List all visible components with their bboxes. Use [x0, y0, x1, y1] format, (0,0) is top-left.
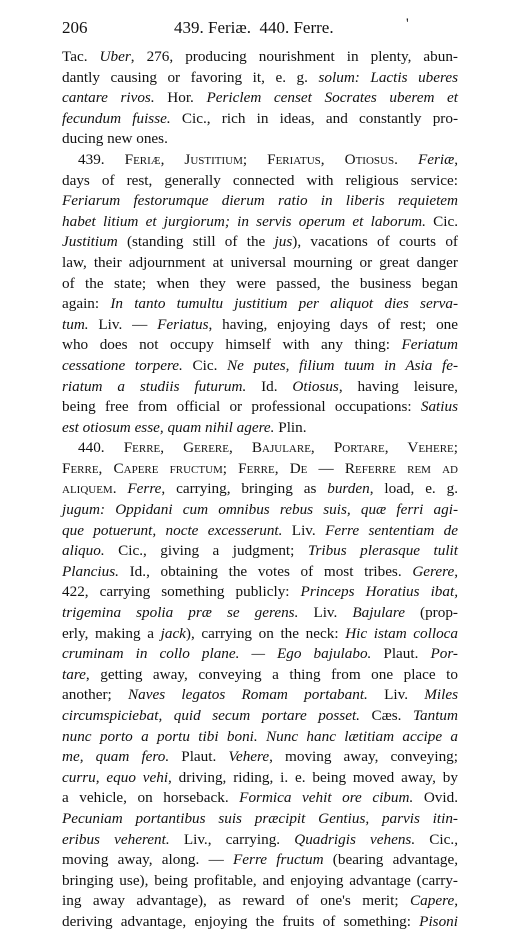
text-span: again:: [62, 295, 111, 313]
text-line: [62, 891, 458, 912]
italic-text: Feriæ: [417, 150, 455, 168]
text-span: ,: [454, 150, 459, 168]
text-span: ing away advantage), as reward of one's merit;: [62, 892, 411, 910]
italic-text: Ferre sententiam de: [325, 521, 458, 539]
text-span: Cic.: [425, 212, 458, 230]
small-caps-text: Feriæ, Justitium; Feriatus, Otiosus.: [124, 150, 418, 168]
text-line: [62, 438, 458, 459]
text-span: Cic., giving a judgment;: [104, 542, 308, 560]
text-line: [62, 727, 458, 748]
text-line: [62, 356, 458, 377]
text-line: [62, 150, 458, 171]
text-line: [62, 768, 458, 789]
text-line: [62, 47, 458, 68]
text-span: Liv.: [367, 686, 425, 704]
italic-text: Tantum: [412, 707, 458, 724]
italic-text: Ferre fructum: [233, 851, 324, 869]
italic-text: solum: Lactis uberes: [318, 68, 459, 86]
body-text: [62, 47, 458, 933]
text-line: [62, 479, 458, 500]
italic-text: aliquo.: [62, 542, 105, 560]
italic-text: Feriarum festorumque dierum ratio in liberis requietem: [62, 192, 458, 210]
italic-text: est otiosum esse, quam nihil agere.: [62, 418, 275, 436]
italic-text: riatum a studiis futurum.: [62, 377, 247, 395]
italic-text: Ne putes, filium tuum in Asia fe-: [227, 356, 458, 374]
italic-text: circumspiciebat, quid secum portare posset.: [62, 707, 360, 724]
italic-text: cantare rivos.: [62, 89, 155, 107]
text-span: who does not occupy himself with any thing:: [62, 336, 402, 354]
italic-text: Por-: [430, 645, 458, 663]
text-line: [62, 562, 458, 583]
text-span: Plaut.: [169, 748, 229, 766]
italic-text: que potuerunt, nocte excesserunt.: [62, 521, 283, 539]
text-span: bringing use), being profitable, and enjoying advantage (carry-: [62, 871, 458, 889]
italic-text: habet litium et jurgiorum; in servis operum et laborum.: [62, 212, 426, 230]
text-line: [62, 500, 458, 521]
text-line: [62, 109, 458, 130]
running-title: 439. Feriæ. 440. Ferre.: [174, 18, 334, 37]
text-span: deriving advantage, enjoying the fruits of something:: [62, 912, 420, 930]
text-line: [62, 191, 458, 212]
text-line: [62, 624, 458, 645]
text-line: [62, 88, 458, 109]
running-header: [62, 16, 492, 40]
text-line: [62, 685, 458, 706]
text-line: [62, 397, 458, 418]
text-line: [62, 521, 458, 542]
header-mark: ': [406, 16, 409, 32]
text-span: , getting away, conveying a thing from one place to: [85, 665, 458, 683]
text-span: Id., obtaining the votes of most tribes.: [118, 562, 413, 580]
text-span: Cic.: [182, 356, 228, 374]
italic-text: Otiosus: [292, 377, 339, 395]
text-span: Liv. —: [88, 315, 158, 333]
italic-text: Pecuniam portantibus suis præcipit Gentius, parvis itin-: [62, 809, 458, 827]
italic-text: Ferre: [127, 480, 162, 498]
text-line: [62, 809, 458, 830]
text-span: Liv.: [298, 604, 353, 622]
text-span: Plin.: [274, 418, 307, 436]
text-line: [62, 212, 458, 233]
italic-text: Hic istam colloca: [345, 624, 458, 642]
italic-text: curru, equo vehi: [62, 768, 169, 786]
italic-text: Uber: [99, 48, 131, 65]
italic-text: eribus veherent.: [62, 830, 170, 848]
text-line: [62, 830, 458, 851]
italic-text: Miles: [424, 686, 458, 704]
italic-text: Pisoni: [419, 912, 458, 930]
italic-text: Feriatum: [401, 336, 458, 354]
text-span: , having leisure,: [338, 377, 458, 395]
page-number: 206: [62, 18, 88, 37]
italic-text: burden: [327, 480, 370, 498]
text-line: [62, 747, 458, 768]
text-line: [62, 788, 458, 809]
text-line: [62, 129, 458, 150]
italic-text: Satius: [420, 398, 458, 416]
text-span: (bearing advantage,: [323, 851, 459, 869]
text-line: [62, 541, 458, 562]
text-span: another;: [62, 686, 129, 704]
text-span: being free from official or professional occupations:: [62, 398, 421, 416]
text-line: [62, 171, 458, 192]
text-span: Tac.: [62, 48, 100, 65]
small-caps-text: Ferre, Capere fructum; Ferre, De — Referre rem ad: [62, 459, 458, 477]
italic-text: cessatione torpere.: [62, 356, 183, 374]
italic-text: Periclem censet Socrates uberem et: [206, 89, 459, 107]
text-line: [62, 706, 458, 727]
text-line: [62, 912, 458, 933]
italic-text: Formica vehit ore cibum.: [239, 789, 414, 807]
italic-text: Gerere: [412, 562, 455, 580]
text-span: a vehicle, on horseback.: [62, 789, 240, 807]
small-caps-text: Ferre, Gerere, Bajulare, Portare, Vehere;: [123, 439, 458, 457]
text-span: moving away, along. —: [62, 851, 234, 869]
text-span: Id.: [246, 377, 293, 395]
text-line: [62, 582, 458, 603]
text-line: [62, 377, 458, 398]
italic-text: Quadrigis vehens.: [294, 830, 416, 848]
italic-text: me, quam fero.: [62, 748, 170, 766]
text-line: [62, 871, 458, 892]
text-line: [62, 68, 458, 89]
italic-text: Justitium: [62, 233, 118, 251]
text-line: [62, 644, 458, 665]
text-span: ,: [454, 562, 458, 580]
text-line: [62, 603, 458, 624]
text-line: [62, 274, 458, 295]
italic-text: fecundum fuisse.: [62, 109, 171, 127]
text-span: Liv.: [282, 521, 326, 539]
text-span: ducing new ones.: [62, 130, 168, 148]
text-span: days of rest, generally connected with religious service:: [62, 171, 458, 189]
text-span: , driving, riding, i. e. being moved away, by: [168, 768, 458, 786]
text-span: Cæs.: [359, 707, 413, 724]
italic-text: Vehere: [228, 748, 270, 766]
italic-text: Feriatus: [157, 315, 209, 333]
text-span: 440.: [78, 439, 124, 457]
text-span: (standing still of the: [117, 233, 275, 251]
text-span: ), carrying on the neck:: [185, 624, 346, 642]
italic-text: Plancius.: [62, 562, 119, 580]
text-span: Cic., rich in ideas, and constantly pro-: [170, 109, 458, 127]
italic-text: jugum: Oppidani cum omnibus rebus suis, quæ ferri agi-: [62, 501, 458, 519]
text-span: (prop-: [404, 604, 458, 622]
text-span: Cic.,: [415, 830, 458, 848]
italic-text: cruminam in collo plane. — Ego bajulabo.: [62, 645, 372, 663]
text-span: , moving away, conveying;: [269, 748, 458, 766]
text-span: , having, enjoying days of rest; one: [208, 315, 458, 333]
text-line: [62, 335, 458, 356]
text-span: erly, making a: [62, 624, 161, 642]
italic-text: tum.: [62, 315, 89, 333]
text-span: 422, carrying something publicly:: [62, 583, 301, 601]
italic-text: Capere: [410, 892, 455, 910]
italic-text: In tanto tumultu justitium per aliquot dies serva-: [110, 295, 458, 313]
text-span: Ovid.: [413, 789, 458, 807]
text-span: of the state; when they were passed, the business began: [62, 274, 458, 292]
italic-text: Princeps Horatius ibat,: [300, 583, 459, 601]
italic-text: tare: [62, 665, 86, 683]
italic-text: Bajulare: [352, 604, 405, 622]
text-span: Plaut.: [371, 645, 431, 663]
italic-text: nunc porto a portu tibi boni. Nunc hanc lætitiam accipe a: [62, 727, 458, 745]
italic-text: jus: [274, 233, 293, 251]
text-span: , load, e. g.: [369, 480, 458, 498]
text-span: law, their adjournment at universal mourning or great danger: [62, 253, 458, 271]
italic-text: jack: [160, 624, 186, 642]
text-span: , carrying, bringing as: [161, 480, 328, 498]
text-span: dantly causing or favoring it, e. g.: [62, 68, 319, 86]
text-line: [62, 459, 458, 480]
text-span: 439.: [78, 150, 125, 168]
small-caps-text: aliquem.: [62, 480, 128, 498]
text-span: Hor.: [154, 89, 207, 107]
text-span: ,: [454, 892, 458, 910]
text-line: [62, 294, 458, 315]
text-line: [62, 315, 458, 336]
text-span: Liv., carrying.: [169, 830, 295, 848]
text-line: [62, 850, 458, 871]
italic-text: trigemina spolia præ se gerens.: [62, 604, 299, 622]
italic-text: Naves legatos Romam portabant.: [128, 686, 368, 704]
text-span: , 276, producing nourishment in plenty, abun-: [130, 48, 458, 65]
text-line: [62, 418, 458, 439]
text-line: [62, 253, 458, 274]
text-span: ), vacations of courts of: [292, 233, 458, 251]
text-line: [62, 665, 458, 686]
text-line: [62, 232, 458, 253]
italic-text: Tribus plerasque tulit: [307, 542, 458, 560]
